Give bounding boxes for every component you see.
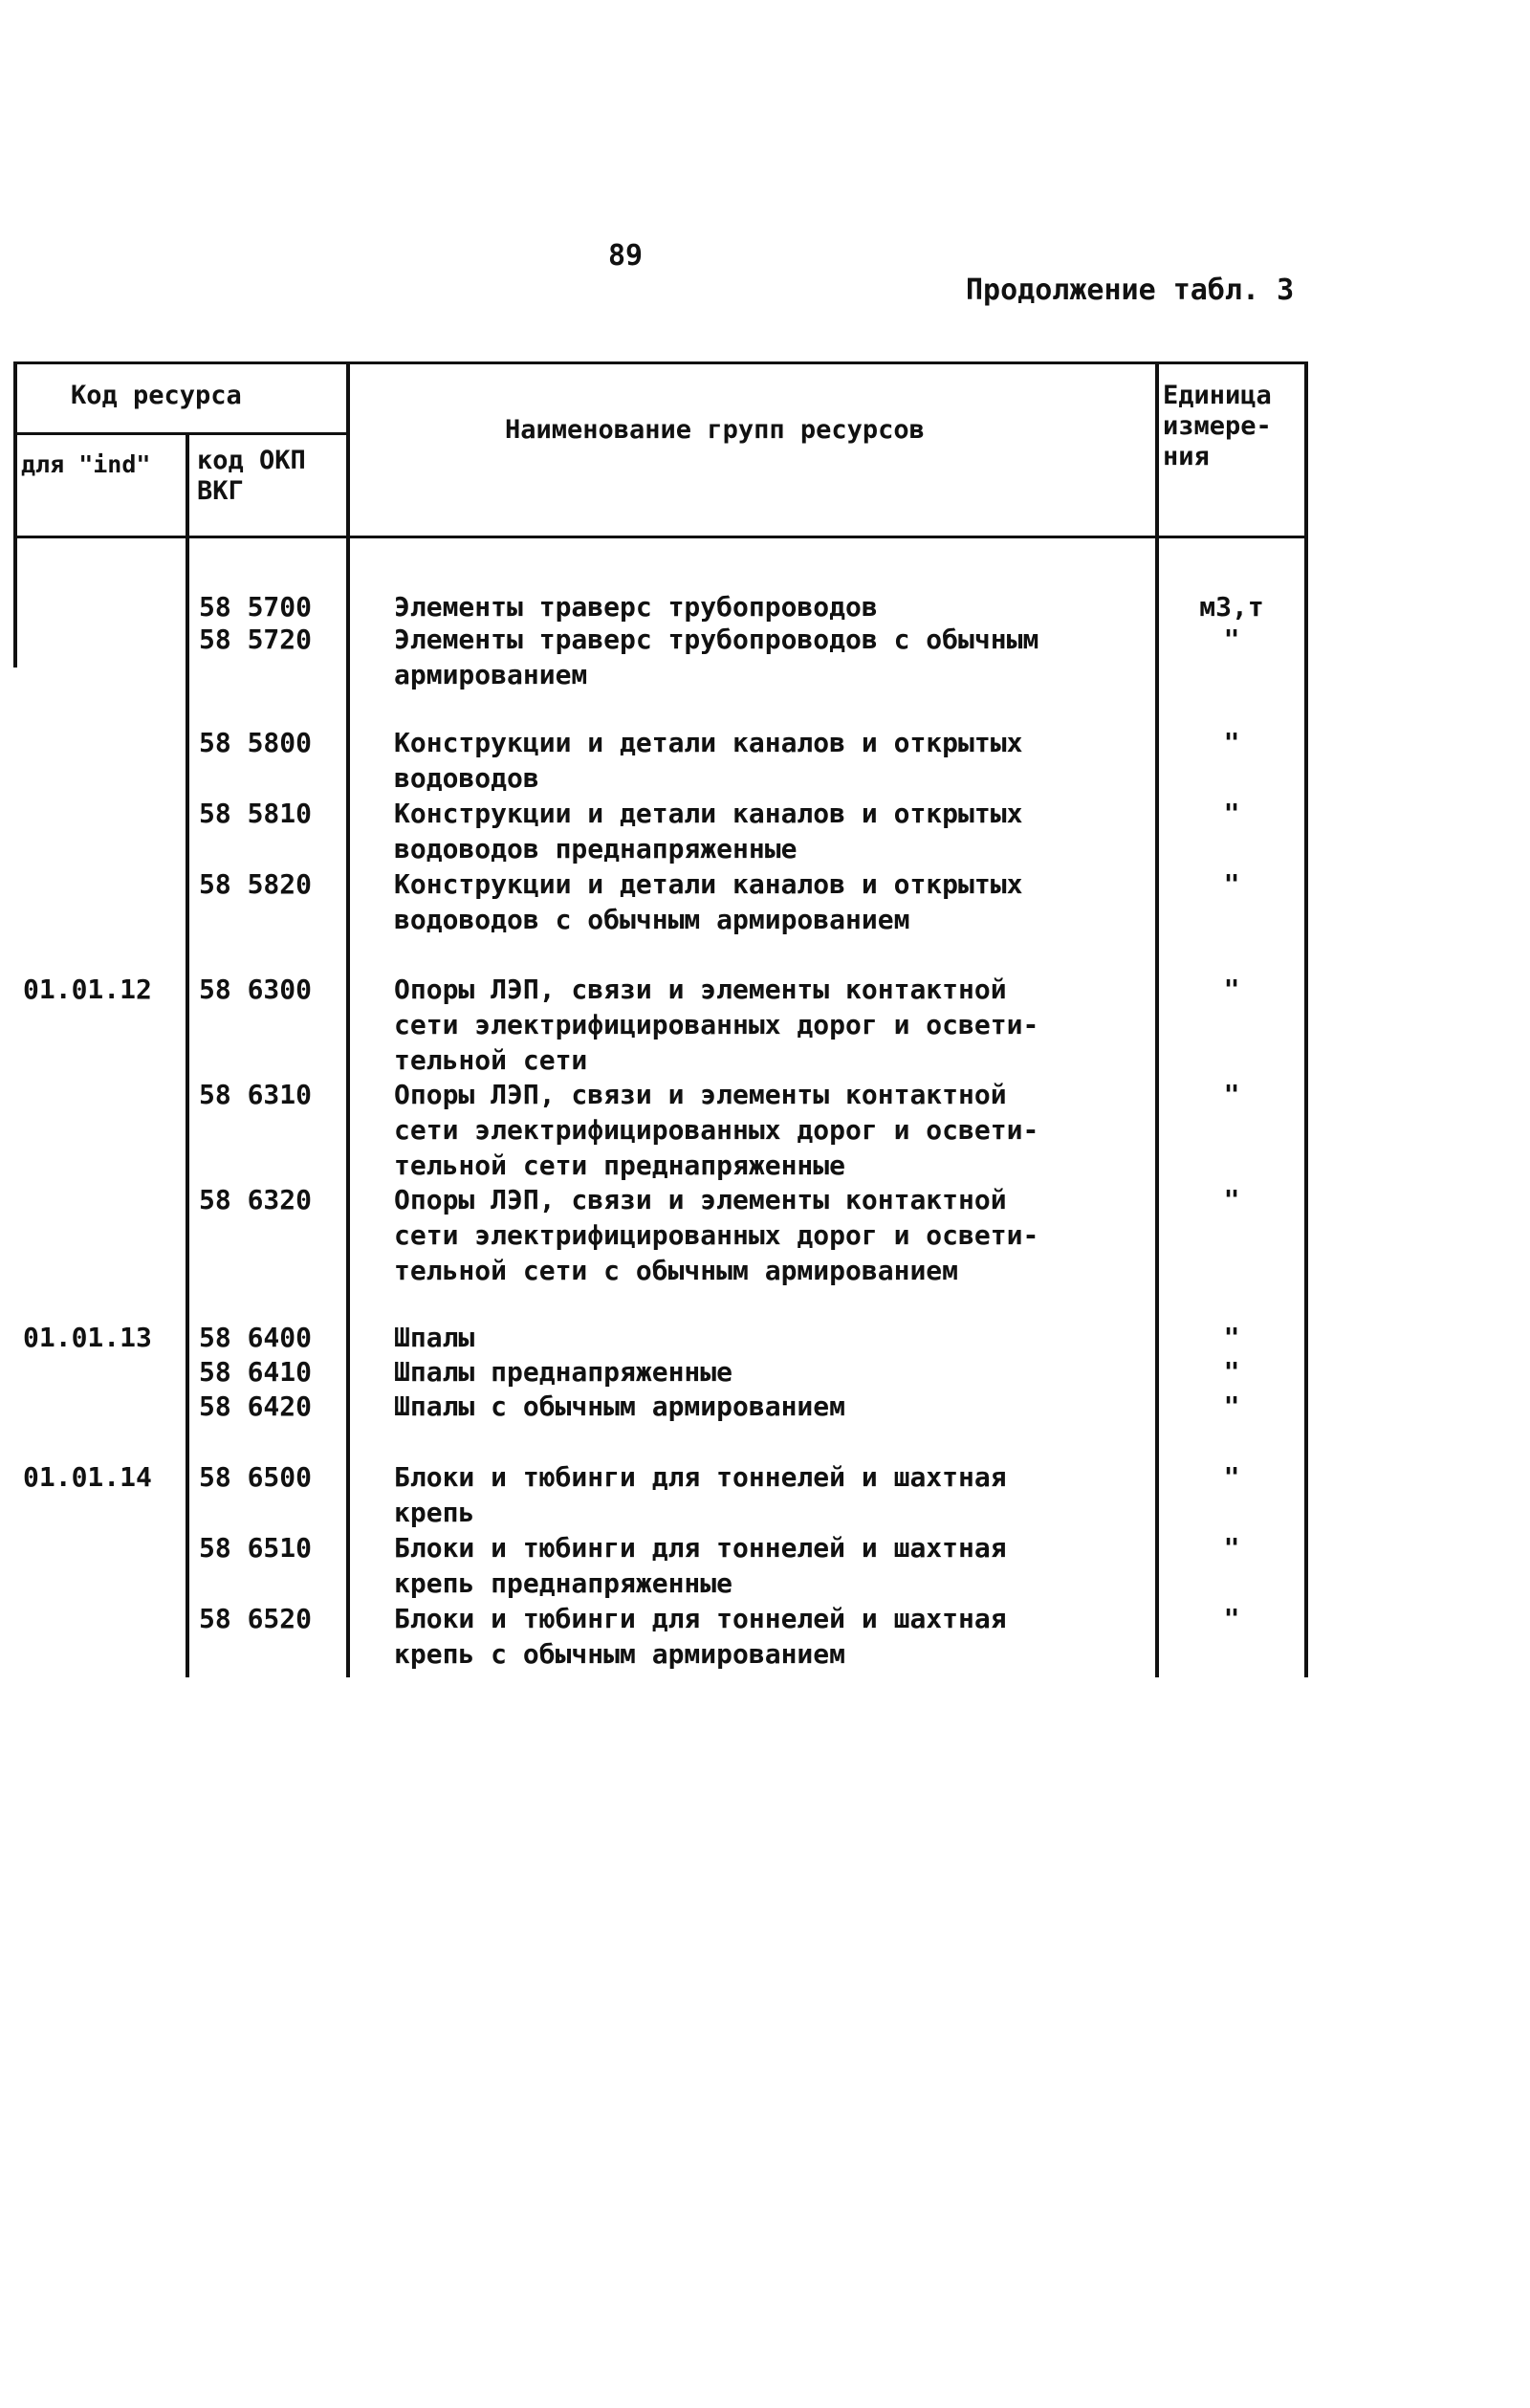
row-name: Блоки и тюбинги для тоннелей и шахтная крепь: [394, 1461, 1007, 1528]
row-name: Опоры ЛЭП, связи и элементы контактной сети электрифицированных дорог и освети- тельной сети с обычным армированием: [394, 1184, 1039, 1286]
row-code: 58 5820: [199, 868, 313, 900]
row-unit: ": [1223, 974, 1240, 1005]
row-name: Блоки и тюбинги для тоннелей и шахтная крепь с обычным армированием: [394, 1603, 1007, 1670]
row-code: 58 6520: [199, 1603, 313, 1634]
header-okp-code: код ОКП ВКГ: [197, 446, 306, 506]
row-code: 58 6500: [199, 1461, 313, 1493]
row-code: 58 6300: [199, 974, 313, 1005]
row-name: Элементы траверс трубопроводов: [394, 591, 878, 623]
page-number: 89: [608, 239, 644, 273]
row-unit: ": [1223, 624, 1240, 655]
row-name: Конструкции и детали каналов и открытых водоводов: [394, 727, 1023, 794]
row-code: 58 6310: [199, 1079, 313, 1110]
right-border: [1304, 361, 1308, 1677]
row-name: Шпалы преднапряженные: [394, 1356, 733, 1388]
row-unit: ": [1223, 1532, 1240, 1564]
row-code: 58 6510: [199, 1532, 313, 1564]
table-continuation-title: Продолжение табл. 3: [966, 274, 1295, 307]
header-unit: Единица измере- ния: [1163, 381, 1272, 471]
row-code: 58 5800: [199, 727, 313, 758]
row-name: Шпалы с обычным армированием: [394, 1390, 846, 1422]
header-bottom-rule: [13, 536, 1308, 538]
row-code: 58 5810: [199, 798, 313, 829]
row-name: Конструкции и детали каналов и открытых водоводов с обычным армированием: [394, 868, 1023, 935]
row-name: Опоры ЛЭП, связи и элементы контактной сети электрифицированных дорог и освети- тельной сети преднапряженные: [394, 1079, 1039, 1181]
divider-ind-code: [186, 432, 189, 1677]
row-code: 58 6400: [199, 1322, 313, 1353]
row-unit: ": [1223, 1390, 1240, 1422]
row-name: Опоры ЛЭП, связи и элементы контактной сети электрифицированных дорог и освети- тельной сети: [394, 974, 1039, 1076]
row-name: Шпалы: [394, 1322, 475, 1353]
row-ind: 01.01.13: [23, 1322, 152, 1353]
row-name: Элементы траверс трубопроводов с обычным армированием: [394, 624, 1039, 690]
row-name: Конструкции и детали каналов и открытых водоводов преднапряженные: [394, 798, 1023, 865]
table-top-rule: [13, 361, 1308, 364]
row-unit: ": [1223, 1079, 1240, 1110]
header-resource-code: Код ресурса: [71, 381, 242, 410]
row-unit: м3,т: [1199, 591, 1264, 623]
row-unit: ": [1223, 1356, 1240, 1388]
row-ind: 01.01.14: [23, 1461, 152, 1493]
left-border: [13, 361, 17, 668]
row-unit: ": [1223, 1603, 1240, 1634]
row-code: 58 6420: [199, 1390, 313, 1422]
header-split-rule: [13, 432, 348, 435]
row-code: 58 6410: [199, 1356, 313, 1388]
divider-name-unit: [1155, 361, 1159, 1677]
row-unit: ": [1223, 1461, 1240, 1493]
row-unit: ": [1223, 1322, 1240, 1353]
row-unit: ": [1223, 798, 1240, 829]
row-unit: ": [1223, 1184, 1240, 1215]
row-unit: ": [1223, 727, 1240, 758]
row-code: 58 6320: [199, 1184, 313, 1215]
header-ind: для "ind": [21, 450, 151, 478]
row-unit: ": [1223, 868, 1240, 900]
row-name: Блоки и тюбинги для тоннелей и шахтная крепь преднапряженные: [394, 1532, 1007, 1599]
row-ind: 01.01.12: [23, 974, 152, 1005]
row-code: 58 5700: [199, 591, 313, 623]
header-group-name: Наименование групп ресурсов: [505, 415, 925, 445]
row-code: 58 5720: [199, 624, 313, 655]
